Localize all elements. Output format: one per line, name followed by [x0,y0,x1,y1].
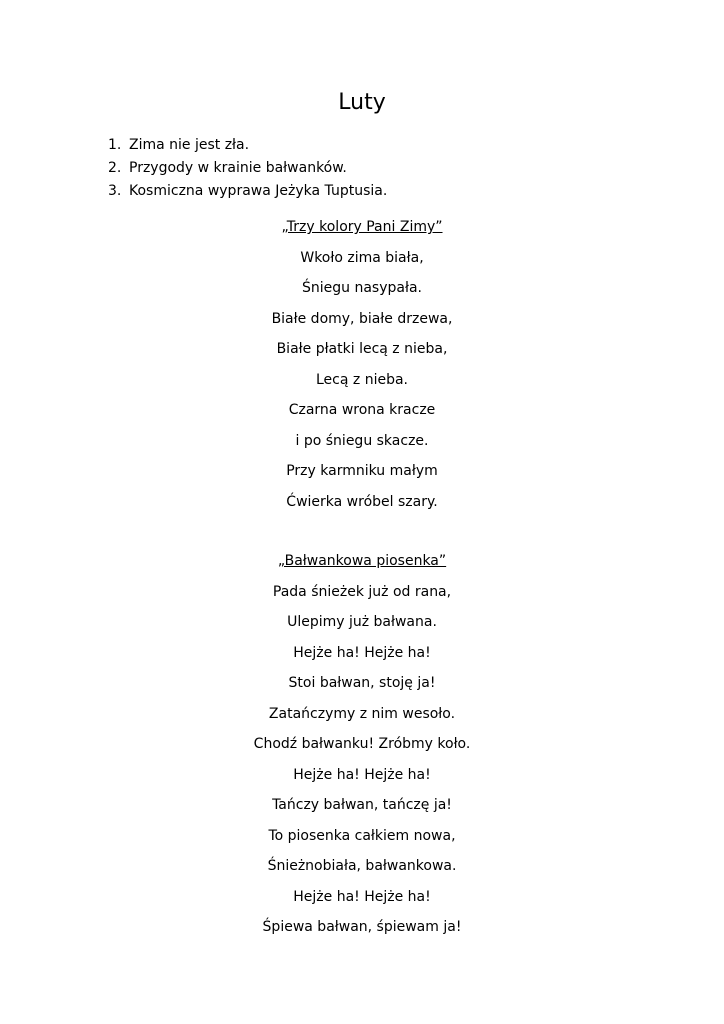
poem-line: Hejże ha! Hejże ha! [293,766,431,783]
topic-item [108,134,387,157]
page-title: Luty [338,90,386,115]
poem-line: Hejże ha! Hejże ha! [293,888,431,905]
topic-list [108,134,387,203]
poem-line: Śnieżnobiała, bałwankowa. [267,858,457,874]
topic-text: Przygody w krainie bałwanków. [129,160,347,176]
poem-line: Pada śnieżek już od rana, [272,583,452,600]
poem-line: Białe domy, białe drzewa, [271,310,453,327]
poem-line: Hejże ha! Hejże ha! [293,644,431,661]
poem-line: Białe płatki lecą z nieba, [276,341,448,357]
topic-text: Zima nie jest zła. [129,137,250,153]
poem-line: To piosenka całkiem nowa, [268,827,456,844]
poem-line: i po śniegu skacze. [295,432,429,449]
poem-line: Tańczy bałwan, tańczę ja! [272,797,452,813]
poem-line: Śpiewa bałwan, śpiewam ja! [262,919,462,935]
topic-number: 2. [108,160,122,176]
poem-line: Ćwierka wróbel szary. [286,493,438,510]
poem-line: Przy karmniku małym [286,463,438,479]
topic-number: 3. [108,183,122,199]
poem-title: „Trzy kolory Pani Zimy” [281,219,443,235]
poem-line: Lecą z nieba. [316,371,408,388]
poem-line: Ulepimy już bałwana. [287,614,437,630]
topic-text: Kosmiczna wyprawa Jeżyka Tuptusia. [129,183,388,199]
poem-balwankowa-piosenka [0,546,724,943]
poem-line: Czarna wrona kracze [288,402,436,418]
poem-line: Zatańczymy z nim wesoło. [268,705,456,722]
poem-title: „Bałwankowa piosenka” [277,553,447,569]
poem-trzy-kolory [0,212,724,517]
topic-number: 1. [108,137,122,153]
poem-line: Chodź bałwanku! Zróbmy koło. [253,736,471,752]
topic-item [108,157,387,180]
poem-line: Śniegu nasypała. [302,280,422,296]
topic-item [108,180,387,203]
poem-line: Wkoło zima biała, [300,249,424,266]
poem-line: Stoi bałwan, stoję ja! [288,675,436,691]
